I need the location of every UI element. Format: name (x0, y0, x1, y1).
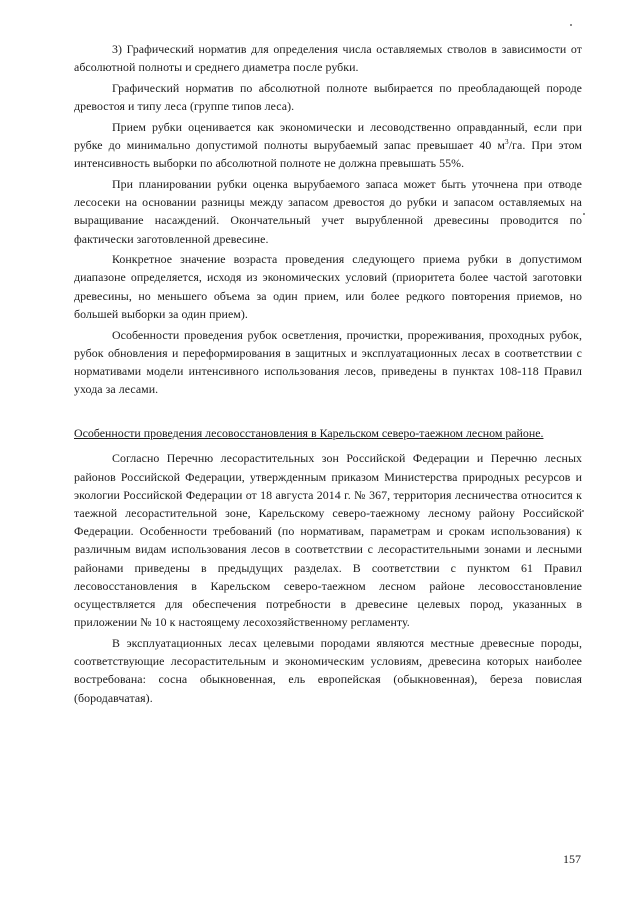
paragraph-felling-assessment: Прием рубки оценивается как экономически и лесоводственно оправданный, если при рубке до минимально допустимой полноты вырубаемый запас превышает 40 $м^3/га$. При этом интенсивность выборки по абсолютной полноте не должна превышать 55%. (74, 119, 582, 171)
scan-speck (582, 510, 584, 512)
scan-speck (583, 213, 585, 215)
paragraph-felling-planning: При планировании рубки оценка вырубаемого запаса может быть уточнена при отводе лесосеки на основании разницы между запасом древостоя до рубки и запасом оставляемых на выращивание насаждений. Окончательный учет вырубленной древесины проводится по фактически заготовленной древесине. (74, 176, 582, 246)
paragraph-thinning-features: Особенности проведения рубок осветления, прочистки, прореживания, проходных рубок, рубок обновления и переформирования в защитных и эксплуатационных лесах в соответствии с нормативами модели интенсивного использования лесов, приведены в пунктах 108-118 Правил ухода за лесами. (74, 327, 582, 397)
paragraph-target-species: В эксплуатационных лесах целевыми породами являются местные древесные породы, соответствующие лесорастительным и экономическим условиям, древесина которых наиболее востребована: сосна обыкновенная, ель европейская (обыкновенная), береза повислая (бородавчатая). (74, 635, 582, 705)
scan-speck (570, 24, 572, 26)
paragraph-next-felling-age: Конкретное значение возраста проведения следующего приема рубки в допустимом диапазоне определяется, исходя из экономических условий (приоритета более частой заготовки древесины, но меньшего объема за один прием, или более редкого повторения приемов, но большей выборки за один прием). (74, 252, 582, 321)
paragraph-forest-zones: Согласно Перечню лесорастительных зон Российской Федерации и Перечню лесных районов Российской Федерации, утвержденным приказом Министерства природных ресурсов и экологии Российской Федерации от 18 августа 2014 г. № 367, территория лесничества относится к таежной лесорастительной зоне, Карельскому северо-таежному лесному району Российской Федерации. Особенности требований (по нормативам, параметрам и срокам использования) к различным видам использования лесов в соответствии с лесорастительными зонами и лесными районами приведены в предыдущих разделах. В соответствии с пунктом 61 Правил лесовосстановления в Карельском северо-таежном лесном районе лесовосстановление осуществляется для обеспечения потребности в древесине целевых пород, указанных в приложении № 10 к настоящему лесохозяйственному регламенту. (74, 451, 582, 630)
paragraph-absolute-density: Графический норматив по абсолютной полноте выбирается по преобладающей породе древостоя и типу леса (группе типов леса). (74, 80, 582, 114)
paragraph-graphic-norm: 3) Графический норматив для определения числа оставляемых стволов в зависимости от абсолютной полноты и среднего диаметра после рубки. (74, 42, 582, 75)
section-heading: Особенности проведения лесовосстановления в Карельском северо-таежном лесном районе. (74, 426, 544, 441)
page-number: 157 (563, 852, 581, 866)
